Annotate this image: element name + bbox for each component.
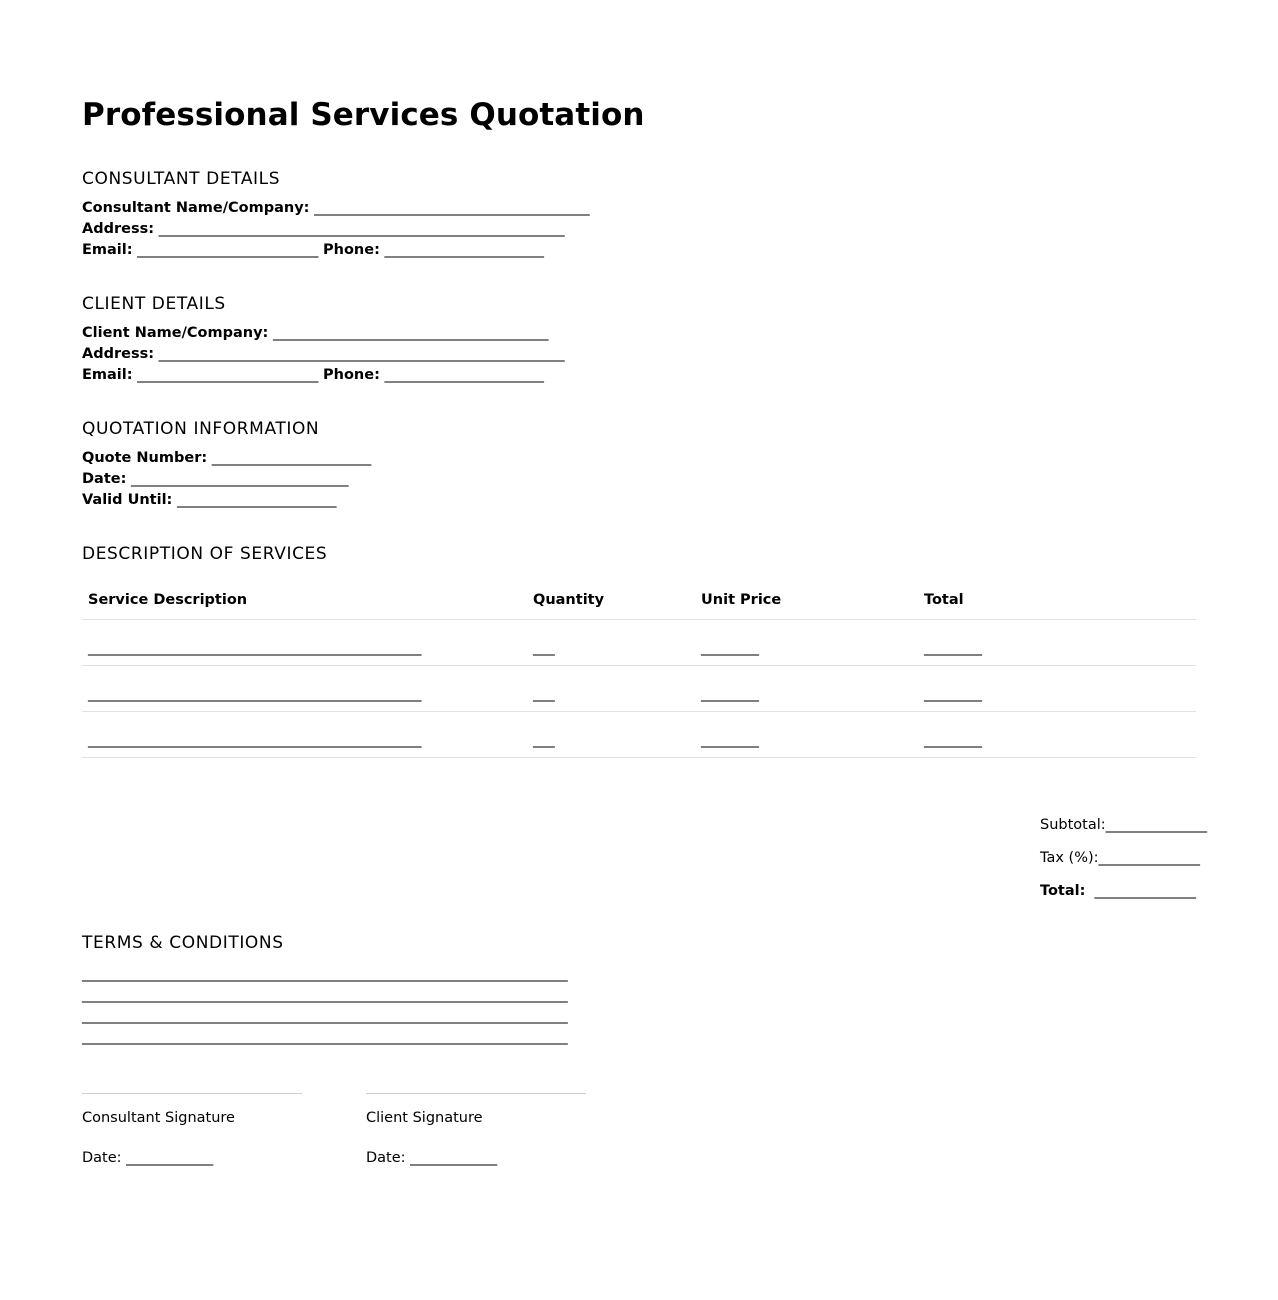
total-label: Total: (1040, 883, 1086, 899)
consultant-address-blank[interactable]: ________________________________________________________ (158, 221, 565, 237)
consultant-details-heading: CONSULTANT DETAILS (82, 169, 281, 189)
terms-heading: TERMS & CONDITIONS (82, 933, 284, 953)
terms-line[interactable]: ___________________________________________________________________ (82, 966, 568, 982)
tax-blank[interactable]: ______________ (1098, 850, 1201, 866)
quantity-cell[interactable]: ___ (527, 665, 695, 711)
quantity-cell[interactable]: ___ (527, 619, 695, 665)
client-signature-line[interactable] (366, 1093, 586, 1094)
terms-line[interactable]: ___________________________________________________________________ (82, 1029, 568, 1045)
services-header-row (82, 581, 1196, 619)
consultant-email-blank[interactable]: _________________________ (137, 242, 319, 258)
consultant-email-label: Email: (82, 242, 133, 258)
consultant-signature-line[interactable] (82, 1093, 302, 1094)
service-description-cell[interactable]: ______________________________________________ (82, 711, 527, 757)
totals-block (1040, 809, 1208, 908)
consultant-phone-label: Phone: (323, 242, 380, 258)
service-description-cell[interactable]: ______________________________________________ (82, 665, 527, 711)
subtotal-blank[interactable]: ______________ (1105, 817, 1208, 833)
terms-lines[interactable] (82, 964, 568, 1048)
quote-date-field[interactable] (82, 469, 1196, 490)
consultant-date-label: Date: (82, 1150, 122, 1166)
quotation-document (82, 95, 1208, 1166)
valid-until-field[interactable] (82, 490, 1196, 511)
client-name-blank[interactable]: ______________________________________ (272, 325, 549, 341)
total-blank[interactable]: ______________ (1094, 883, 1196, 899)
quote-date-blank[interactable]: ______________________________ (131, 471, 349, 487)
table-row (82, 619, 1196, 665)
quote-date-label: Date: (82, 471, 127, 487)
table-row (82, 711, 1196, 757)
quotation-information-heading: QUOTATION INFORMATION (82, 419, 320, 439)
client-email-blank[interactable]: _________________________ (137, 367, 319, 383)
terms-line[interactable]: ___________________________________________________________________ (82, 987, 568, 1003)
client-email-label: Email: (82, 367, 133, 383)
subtotal-label: Subtotal: (1040, 817, 1106, 833)
tax-row[interactable] (1040, 842, 1201, 875)
column-header-quantity: Quantity (527, 581, 695, 619)
client-contact-field[interactable] (82, 365, 1196, 386)
services-heading: DESCRIPTION OF SERVICES (82, 544, 328, 564)
total-cell[interactable]: ________ (918, 619, 1196, 665)
unit-price-cell[interactable]: ________ (695, 619, 918, 665)
consultant-name-blank[interactable]: ______________________________________ (314, 200, 590, 216)
consultant-contact-field[interactable] (82, 240, 1196, 261)
client-details-section (82, 293, 1196, 386)
client-signature-block (366, 1093, 586, 1168)
column-header-unit-price: Unit Price (695, 581, 918, 619)
terms-line[interactable]: ___________________________________________________________________ (82, 1008, 568, 1024)
total-row[interactable] (1040, 875, 1196, 908)
client-name-field[interactable] (82, 323, 1196, 344)
unit-price-cell[interactable]: ________ (695, 711, 918, 757)
client-signature-label: Client Signature (366, 1110, 483, 1126)
services-table (82, 581, 1196, 758)
consultant-address-field[interactable] (82, 219, 1196, 240)
total-cell[interactable]: ________ (918, 665, 1196, 711)
column-header-service-description: Service Description (82, 581, 527, 619)
consultant-date-blank[interactable]: ____________ (126, 1150, 214, 1166)
tax-label: Tax (%): (1040, 850, 1099, 866)
consultant-name-field[interactable] (82, 198, 1196, 219)
consultant-address-label: Address: (82, 221, 155, 237)
quote-number-label: Quote Number: (82, 450, 208, 466)
column-header-total: Total (918, 581, 1196, 619)
consultant-details-section (82, 168, 1196, 261)
client-phone-blank[interactable]: ______________________ (384, 367, 544, 383)
client-phone-label: Phone: (323, 367, 380, 383)
client-address-field[interactable] (82, 344, 1196, 365)
consultant-signature-label: Consultant Signature (82, 1110, 235, 1126)
unit-price-cell[interactable]: ________ (695, 665, 918, 711)
quotation-information-section (82, 418, 1196, 511)
client-address-label: Address: (82, 346, 155, 362)
page-title: Professional Services Quotation (82, 97, 645, 133)
consultant-signature-block (82, 1093, 302, 1168)
terms-section (82, 932, 568, 1048)
valid-until-label: Valid Until: (82, 492, 173, 508)
subtotal-row[interactable] (1040, 809, 1208, 842)
client-address-blank[interactable]: ________________________________________________________ (158, 346, 565, 362)
consultant-phone-blank[interactable]: ______________________ (384, 242, 544, 258)
client-signature-date[interactable] (366, 1148, 586, 1168)
service-description-cell[interactable]: ______________________________________________ (82, 619, 527, 665)
signatures-section (82, 1093, 586, 1168)
client-date-label: Date: (366, 1150, 406, 1166)
table-row (82, 665, 1196, 711)
client-date-blank[interactable]: ____________ (410, 1150, 498, 1166)
client-name-label: Client Name/Company: (82, 325, 269, 341)
total-cell[interactable]: ________ (918, 711, 1196, 757)
services-section (82, 543, 1196, 758)
consultant-signature-date[interactable] (82, 1148, 302, 1168)
client-details-heading: CLIENT DETAILS (82, 294, 226, 314)
quantity-cell[interactable]: ___ (527, 711, 695, 757)
consultant-name-label: Consultant Name/Company: (82, 200, 310, 216)
quote-number-field[interactable] (82, 448, 1196, 469)
valid-until-blank[interactable]: ______________________ (176, 492, 337, 508)
quote-number-blank[interactable]: ______________________ (211, 450, 372, 466)
